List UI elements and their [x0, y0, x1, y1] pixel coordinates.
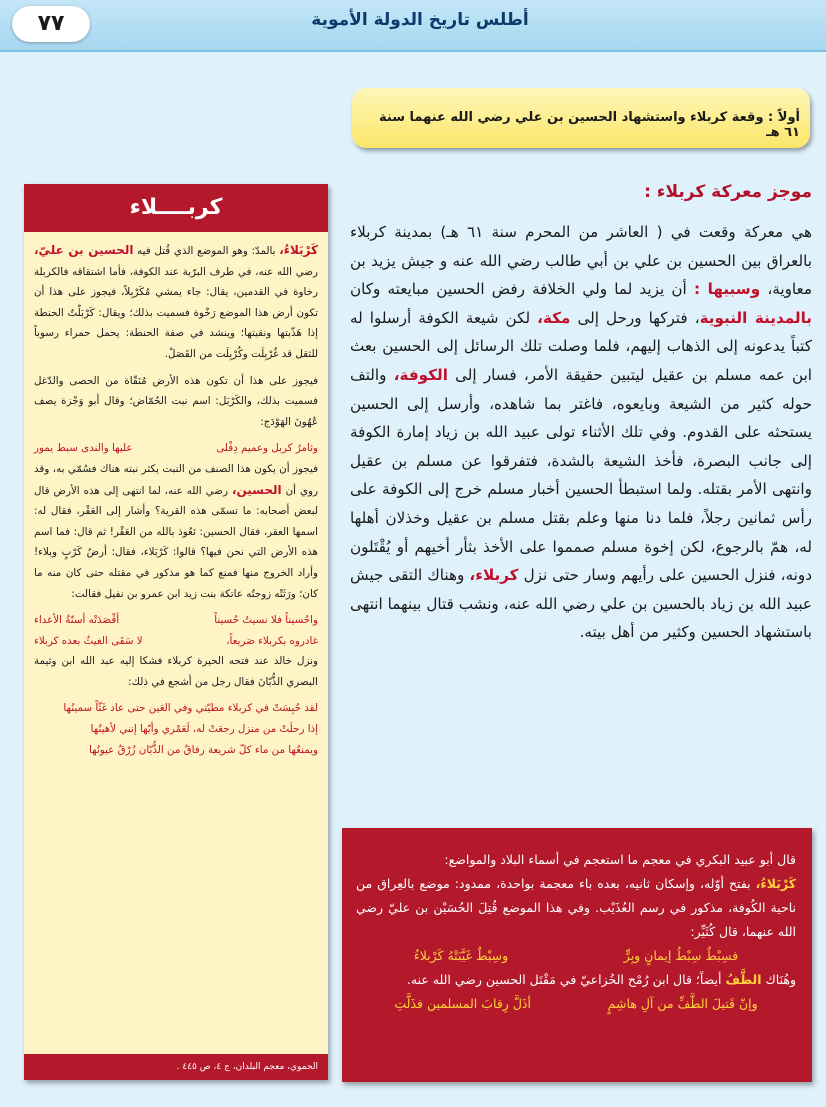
verse-half: عليها والندى سبط يمور: [34, 442, 133, 455]
sidebar-verse: لقد حُبِسَتْ في كربلاء مطيّتي وفي العَين حتى عاد غَثّاً سمينُها: [63, 702, 318, 715]
sidebar-text: رضي الله عنه، لما انتهى إلى هذه الأرض قال لبعض أصحابه: ما تسمّى هذه القرية؟ وأشار إلى العَقْر، فقال له: اسمها العقر، فقال الحسين: نَعُوذ بالله من العَقْر! ثم قال: فما اسم هذه الأرض التي نحن فيها؟ قالوا: كَرْبَلاء، فقال: أرضُ كَرْبٍ وبلاء! وأراد الخروج منها فمنع كما هو مذكور في مقتله حتى كان منه ما كان؛ ورَثَتْه زوجتُه عاتكة بنت زيد ابن عمرو بن نفيل فقالت:: [34, 484, 318, 600]
sidebar-paragraph: ونزل خالد عند فتحه الحيرة كربلاء فشكا إليه عبد الله ابن وثيمة البصري الذُّبّانَ فقال رجل من أشجع في ذلك:: [34, 655, 318, 688]
sidebar-paragraph: [34, 459, 318, 604]
summary-part: هي معركة وقعت في ( العاشر من المحرم سنة ٦١ هـ) بمدينة كربلاء بالعراق بين الحسين بن علي بن أبي طالب رضي الله عنه و جيش يزيد بن معاوية،: [350, 223, 813, 299]
sidebar-verse: إذا رحلَتْ من منزل رجعَتْ له، لَعَمْري وأيّها إنني لأهينُها: [90, 723, 318, 736]
section-heading: أولاً : وقعة كربلاء واستشهاد الحسين بن علي رضي الله عنهما سنة ٦١ هـ: [352, 88, 810, 148]
bakri-paragraph: [356, 872, 796, 944]
kufa-name: الكوفة،: [393, 365, 448, 384]
sidebar-text: فيجوز أن يكون هذا الصنف من النبت يكثر نبته هناك فسُمّي به، وقد روي أن: [34, 462, 318, 497]
summary-title: موجز معركة كربلاء :: [644, 182, 812, 202]
verse-half: واحُسيناً فلا نسيتُ حُسيناً: [214, 614, 318, 627]
verse-half: وإنّ قَتيلَ الطَّفِّ من آلِ هاشِمٍ: [607, 996, 758, 1011]
sidebar-source: الحموي، معجم البلدان، ج ٤، ص ٤٤٥ .: [24, 1054, 328, 1080]
sidebar-verse: [34, 610, 318, 631]
sidebar-husayn: الحسين بن عليّ،: [34, 243, 134, 257]
sidebar-verse: [34, 438, 318, 459]
sidebar-husayn: الحسين،: [231, 482, 282, 497]
sidebar-body: [24, 232, 328, 760]
sidebar-headword: كَرْبَلاءُ،: [279, 243, 319, 257]
page-number: ٧٧: [12, 6, 90, 42]
bakri-text: أيضاً؛ قال ابن رُمْح الخُزاعيّ في مَقْتَل الحسين رضي الله عنه.: [406, 972, 722, 987]
karbala-sidebar: [24, 184, 328, 1080]
summary-part: أن يزيد لما ولي الخلافة رفض الحسين مبايعته وكان: [350, 280, 687, 299]
sidebar-text: رضي الله عنه، في طرف البرّية عند الكوفة، فأما اشتقاقه فالكربلة رخاوة في القدمين، يقال: جاء يمشي مُكَرْبِلاً، فيجوز على هذا أن تكون أرض هذا الموضع رَخْوة فسميت بذلك؛ ويقال: كَرْبَلْتُ الحنطة إذا هَذّبتها ونقيتها؛ وينشد في صفة الحنطة:: [34, 265, 318, 340]
sidebar-text: بالمدّ: وهو الموضع الذي قُتل فيه: [137, 245, 276, 257]
verse-half: وسِبْطٌ غَيَّبَتْهُ كَرْبلاءُ: [413, 948, 509, 963]
summary-part: والتف حوله كثير من الشيعة وبايعوه، فاغتر بما شاهده، وأرسل إلى الحسين يستحثه على القدوم. وفي تلك الأثناء تولى عبيد الله بن زياد إمارة الكوفة إلى جانب البصرة، فأخذ الشيعة بالشدة، فتفرقوا عن مسلم بن عقيل وانتهى الأمر بقتله. ولما استبطأ الحسين أخبار مسلم خرج إلى الكوفة على رأس ثمانين رجلاً، فلما دنا منها وعلم بقتل مسلم بن عقيل وخذلان أهلها له، همّ بالرجوع، لكن إخوة مسلم صمموا على الأخذ بثأر أخيهم أو يُقْتَلون دونه، فنزل الحسين على رأيهم وسار حتى نزل: [350, 365, 812, 585]
page-header: [0, 0, 826, 52]
cause-label: وسببها :: [693, 280, 761, 299]
bakri-verse: [356, 944, 796, 968]
verse-half: وثامرُ كربل وعميم دِفْلى: [216, 442, 318, 455]
bakri-text: بفتح أوّله، وإسكان ثانيه، بعده باء معجمة بواحدة، ممدود: موضع بالعِراق من ناحية الكُوفة، مذكور في رسم العُذَيْب. وفي هذا الموضع قُتِلَ الحُسَيْن بن عليّ رضي الله عنهما، قال كُثَيِّر:: [356, 876, 796, 939]
bakri-paragraph: [356, 968, 796, 992]
bakri-text: وهُنَاك: [765, 972, 796, 987]
medina-name: بالمدينة النبوية: [699, 308, 813, 327]
atlas-title: أطلس تاريخ الدولة الأموية: [311, 10, 529, 30]
sidebar-title: كربــــلاء: [24, 184, 328, 232]
verse-half: أقْصَدَتْه أسنّةُ الأعداء: [34, 614, 120, 627]
verse-half: فسِبْطٌ سِبْطُ إيمانٍ وبِرٍّ: [623, 948, 739, 963]
karbala-name: كربلاء،: [469, 566, 519, 585]
sidebar-text: يحمل حمراء رسوباً للثقل قد غُرْبِلَت وكُرْبِلَت من القَصَلْ.: [34, 327, 318, 360]
bakri-verse: [356, 992, 796, 1016]
verse-half: لا سَقَى الغيثُ بعده كربلاء: [34, 634, 143, 647]
bakri-headword: كَرْبَلاءُ،: [755, 876, 796, 891]
summary-part: ، فتركها ورحل إلى: [577, 308, 700, 327]
verse-half: غادروه بكربلاء صَريعاً،: [226, 634, 318, 647]
summary-part: لكن شيعة الكوفة أرسلوا له كتباً يدعونه إلى الذهاب إليهم، فلما وصلت تلك الرسائل إلى الحسين بعث ابن عمه مسلم بن عقيل ليتبين حقيقة الأمر، فسار إلى: [350, 308, 813, 384]
sidebar-paragraph: فيجوز على هذا أن تكون هذه الأرض مُنَقّاة من الحصى والدّغل فسميت بذلك، والكَرْبَل: اسم نبت الحُمّاض؛ وقال أبو وَجْزة يصف عُهُونَ الهَوْدَج:: [34, 374, 318, 428]
summary-part: وهناك التقى جيش عبيد الله بن زياد بالحسين بن علي رضي الله عنه، ونشب قتال بينهما انتهى باستشهاد الحسين وكثير من أهل بيته.: [350, 566, 812, 642]
bakri-intro: قال أبو عبيد البكري في معجم ما استعجم في أسماء البلاد والمواضع:: [444, 852, 796, 867]
bakri-quote-box: [342, 828, 812, 1082]
sidebar-paragraph: [34, 240, 318, 365]
mecca-name: مكة،: [537, 308, 571, 327]
summary-text: [350, 218, 812, 647]
sidebar-verse: [34, 631, 318, 652]
bakri-taff: الطَّفُ: [725, 972, 762, 987]
sidebar-verse: ويمنعُها من ماء كلّ شريعة رفاقٌ من الذُّبّان زُرْقٌ عيونُها: [88, 743, 318, 756]
verse-half: أذَلَّ رِقابَ المسلمين فذَلَّتِ: [394, 996, 531, 1011]
